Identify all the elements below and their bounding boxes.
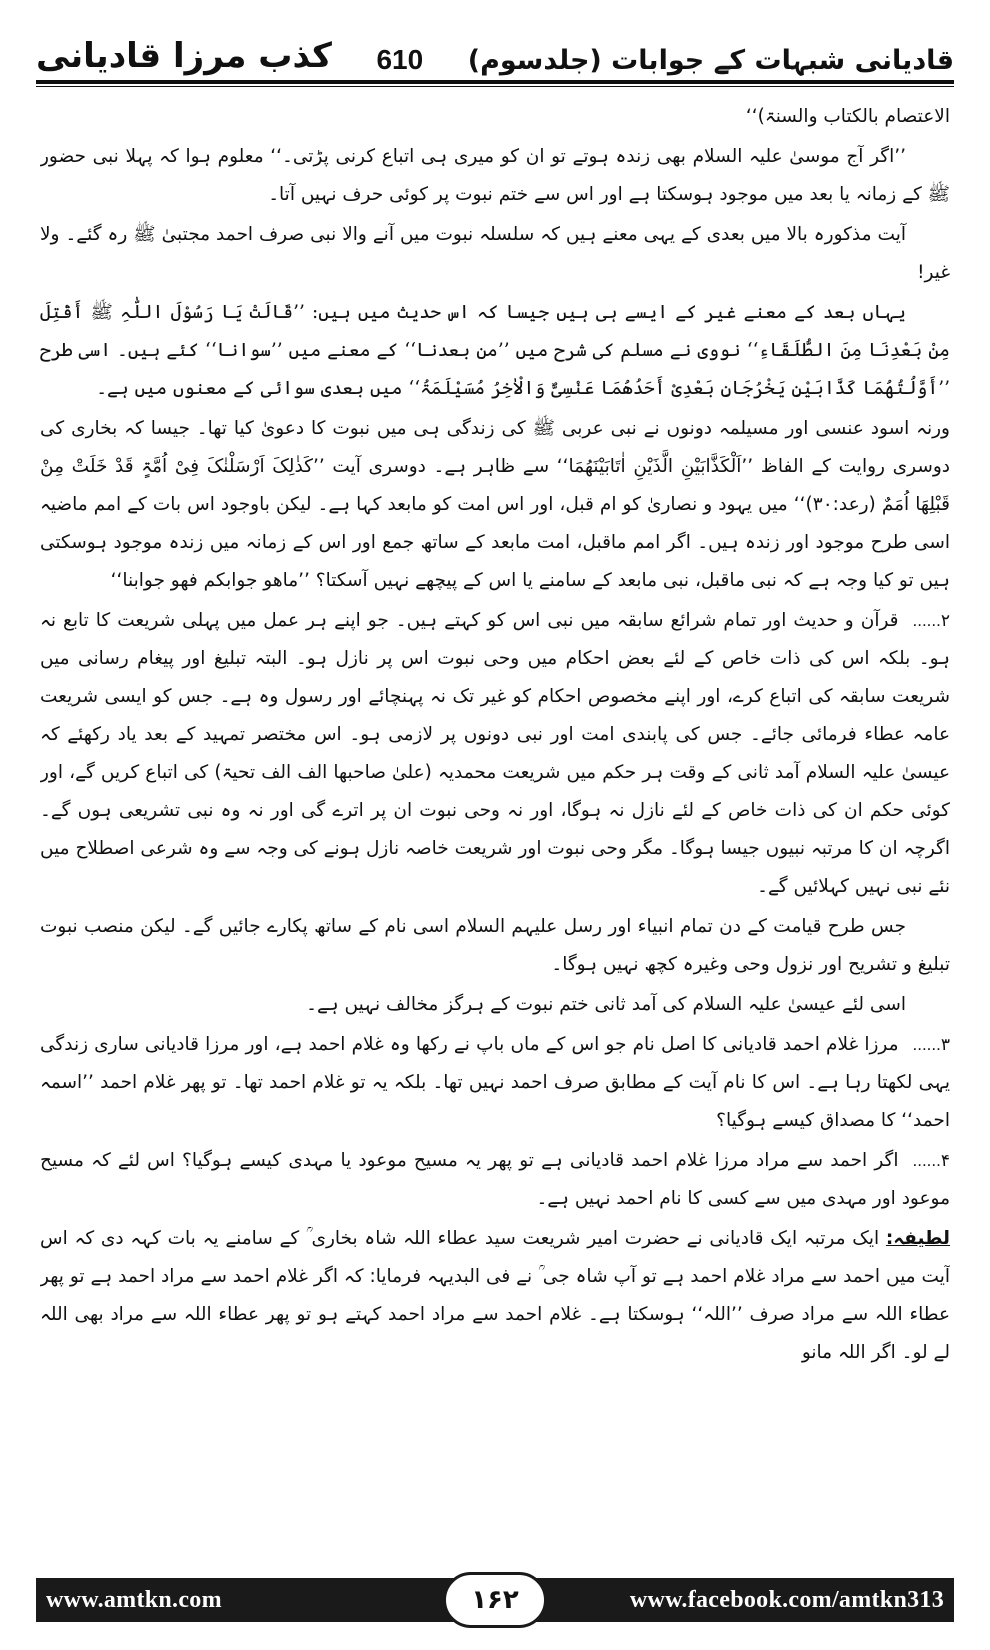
lateefa-label: لطیفہ: bbox=[885, 1228, 950, 1249]
facebook-link[interactable]: www.facebook.com/amtkn313 bbox=[629, 1586, 944, 1613]
page-footer bbox=[36, 1578, 954, 1622]
paragraph-text: ’’اگر آج موسیٰ علیہ السلام بھی زندہ ہوتے تو ان کو میری ہی اتباع کرنی پڑتی۔‘‘ معلوم ہوا کہ پہلا نبی حضور ﷺ کے زمانہ یا بعد میں موجود ہوسکتا ہے اور اس سے ختم نبوت پر کوئی حرف نہیں آتا۔ bbox=[40, 146, 950, 205]
page-header bbox=[36, 22, 954, 76]
header-rule-thin bbox=[36, 86, 954, 87]
paragraph-3 bbox=[40, 216, 950, 292]
paragraph-text: الاعتصام بالکتاب والسنۃ)‘‘ bbox=[745, 106, 950, 127]
paragraph-text: ورنہ اسود عنسی اور مسیلمہ دونوں نے نبی عربی ﷺ کی زندگی ہی میں نبوت کا دعویٰ کیا تھا۔ جیسا کہ بخاری کی دوسری روایت کے الفاظ ’’اَلْکَذَّابَیْنِ الَّذَیْنِ اٰتَابَیْنَھُمَا‘‘ سے ظاہر ہے۔ دوسری آیت ’’کَذٰلِکَ اَرْسَلْنٰکَ فِیْ اُمَّۃٍ قَدْ خَلَتْ مِنْ قَبْلِھَا اُمَمٌ (رعد:۳۰)‘‘ میں یہود و نصاریٰ کو ام قبل، اور اس امت کو مابعد کہا ہے۔ لیکن باوجود اس بات کے امم ماضیہ اسی طرح موجود اور زندہ ہیں۔ اگر امم ماقبل، امت مابعد کے ساتھ جمع اور اس کے زمانہ میں زندہ موجود ہوسکتی ہیں تو کیا وجہ ہے کہ نبی ماقبل، نبی مابعد کے سامنے یا اس کے پیچھے نہیں آسکتا؟ ’’ماھو جوابکم فھو جوابنا‘‘ bbox=[40, 418, 950, 591]
book-title: کذب مرزا قادیانی bbox=[36, 36, 332, 76]
paragraph-text: ایک مرتبہ ایک قادیانی نے حضرت امیر شریعت سید عطاء اللہ شاہ بخاری ؒ کے سامنے یہ بات کہہ دی کہ اس آیت میں احمد سے مراد غلام احمد ہے تو آپ شاہ جی ؒ نے فی البدیہہ فرمایا: کہ اگر غلام احمد سے مراد احمد ہے تو پھر عطاء اللہ سے مراد صرف ’’اللہ‘‘ ہوسکتا ہے۔ غلام احمد سے مراد احمد کہتے ہو تو پھر عطاء اللہ سے مراد بھی اللہ لے لو۔ اگر اللہ مانو bbox=[40, 1228, 950, 1363]
paragraph-1 bbox=[40, 98, 950, 136]
page-number-badge: ۱۶۲ bbox=[443, 1572, 547, 1628]
point-number: ۴...... bbox=[912, 1151, 950, 1170]
paragraph-text: مرزا غلام احمد قادیانی کا اصل نام جو اس کے ماں باپ نے رکھا وہ غلام احمد ہے، اور مرزا قادیانی ساری زندگی یہی لکھتا رہا ہے۔ اس کا نام آیت کے مطابق صرف احمد نہیں تھا۔ بلکہ یہ تو غلام احمد تھا۔ تو پھر غلام احمد ’’اسمہ احمد‘‘ کا مصداق کیسے ہوگیا؟ bbox=[40, 1034, 950, 1131]
paragraph-text: اسی لئے عیسیٰ علیہ السلام کی آمد ثانی ختم نبوت کے ہرگز مخالف نہیں ہے۔ bbox=[306, 994, 906, 1015]
volume-page-number: 610 bbox=[376, 44, 424, 75]
paragraph-text: قرآن و حدیث اور تمام شرائع سابقہ میں نبی اس کو کہتے ہیں۔ جو اپنے ہر عمل میں پہلی شریعت کا تابع نہ ہو۔ بلکہ اس کی ذات خاص کے لئے بعض احکام میں وحی نبوت اس پر نازل ہو۔ البتہ تبلیغ اور پیغام رسانی میں شریعت سابقہ کی اتباع کرے، اور اپنے مخصوص احکام کو غیر تک نہ پہنچائے اور رسول وہ ہے۔ جس کو ایسی شریعت عامہ عطاء فرمائی جائے۔ جس کی پابندی امت اور نبی دونوں پر لازمی ہو۔ اس مختصر تمہید کے بعد یاد رکھئے کہ عیسیٰ علیہ السلام آمد ثانی کے وقت ہر حکم میں شریعت محمدیہ (علیٰ صاحبھا الف الف تحیۃ) کی اتباع کریں گے، اور کوئی حکم ان کی ذات خاص کے لئے نازل نہ ہوگا، اور نہ وحی نبوت ان پر اترے گی اور نہ وہ نبی تشریعی ہوں گے۔ اگرچہ ان کا مرتبہ نبیوں جیسا ہوگا۔ مگر وحی نبوت اور شریعت خاصہ نازل ہونے کی وجہ سے وہ شرعی اصطلاح میں نئے نبی نہیں کہلائیں گے۔ bbox=[40, 610, 950, 897]
header-rule-thick bbox=[36, 80, 954, 84]
paragraph-text: اگر احمد سے مراد مرزا غلام احمد قادیانی ہے تو پھر یہ مسیح موعود یا مہدی کیسے ہوگیا؟ اس لئے کہ مسیح موعود اور مہدی میں سے کسی کا نام احمد نہیں ہے۔ bbox=[40, 1150, 950, 1209]
point-3 bbox=[40, 1026, 950, 1140]
page-body bbox=[40, 98, 950, 1554]
paragraph-text: آیت مذکورہ بالا میں بعدی کے یہی معنے ہیں کہ سلسلہ نبوت میں آنے والا نبی صرف احمد مجتبیٰ ﷺ رہ گئے۔ ولا غیر! bbox=[40, 224, 950, 283]
paragraph-7 bbox=[40, 908, 950, 984]
paragraph-2 bbox=[40, 138, 950, 214]
paragraph-4 bbox=[40, 294, 950, 408]
website-link[interactable]: www.amtkn.com bbox=[46, 1586, 222, 1613]
paragraph-text: جس طرح قیامت کے دن تمام انبیاء اور رسل علیہم السلام اسی نام کے ساتھ پکارے جائیں گے۔ لیکن منصب نبوت تبلیغ و تشریح اور نزول وحی وغیرہ کچھ نہیں ہوگا۔ bbox=[40, 916, 950, 975]
lateefa-paragraph bbox=[40, 1220, 950, 1372]
point-4 bbox=[40, 1142, 950, 1218]
series-title: قادیانی شبہات کے جوابات (جلدسوم) bbox=[467, 45, 954, 76]
paragraph-text: یہاں بعد کے معنے غیر کے ایسے ہی ہیں جیسا کہ اس حدیث میں ہیں: ’’قَالَتْ یَا رَسُوْلَ اللّٰہِ ﷺ أَقْتِلَ مِنْ بَعْدِنَا مِنَ الطُّلَقَاءِ‘‘ نووی نے مسلم کی شرح میں ’’من بعدنا‘‘ کے معنے میں ’’سوانا‘‘ کئے ہیں۔ اسی طرح ’’أَوَّلُتُھُمَا کَذَّابَیْنِ یَخْرُجَانِ بَعْدِیْ أَحَدُھُمَا عَنْسِیٌّ وَالْاٰخِرُ مُسَیْلَمَۃُ‘‘ میں بعدی سوائی کے معنوں میں ہے۔ bbox=[40, 302, 950, 399]
paragraph-5 bbox=[40, 410, 950, 600]
paragraph-8 bbox=[40, 986, 950, 1024]
point-number: ۲...... bbox=[912, 611, 950, 630]
point-2 bbox=[40, 602, 950, 906]
point-number: ۳...... bbox=[912, 1035, 950, 1054]
